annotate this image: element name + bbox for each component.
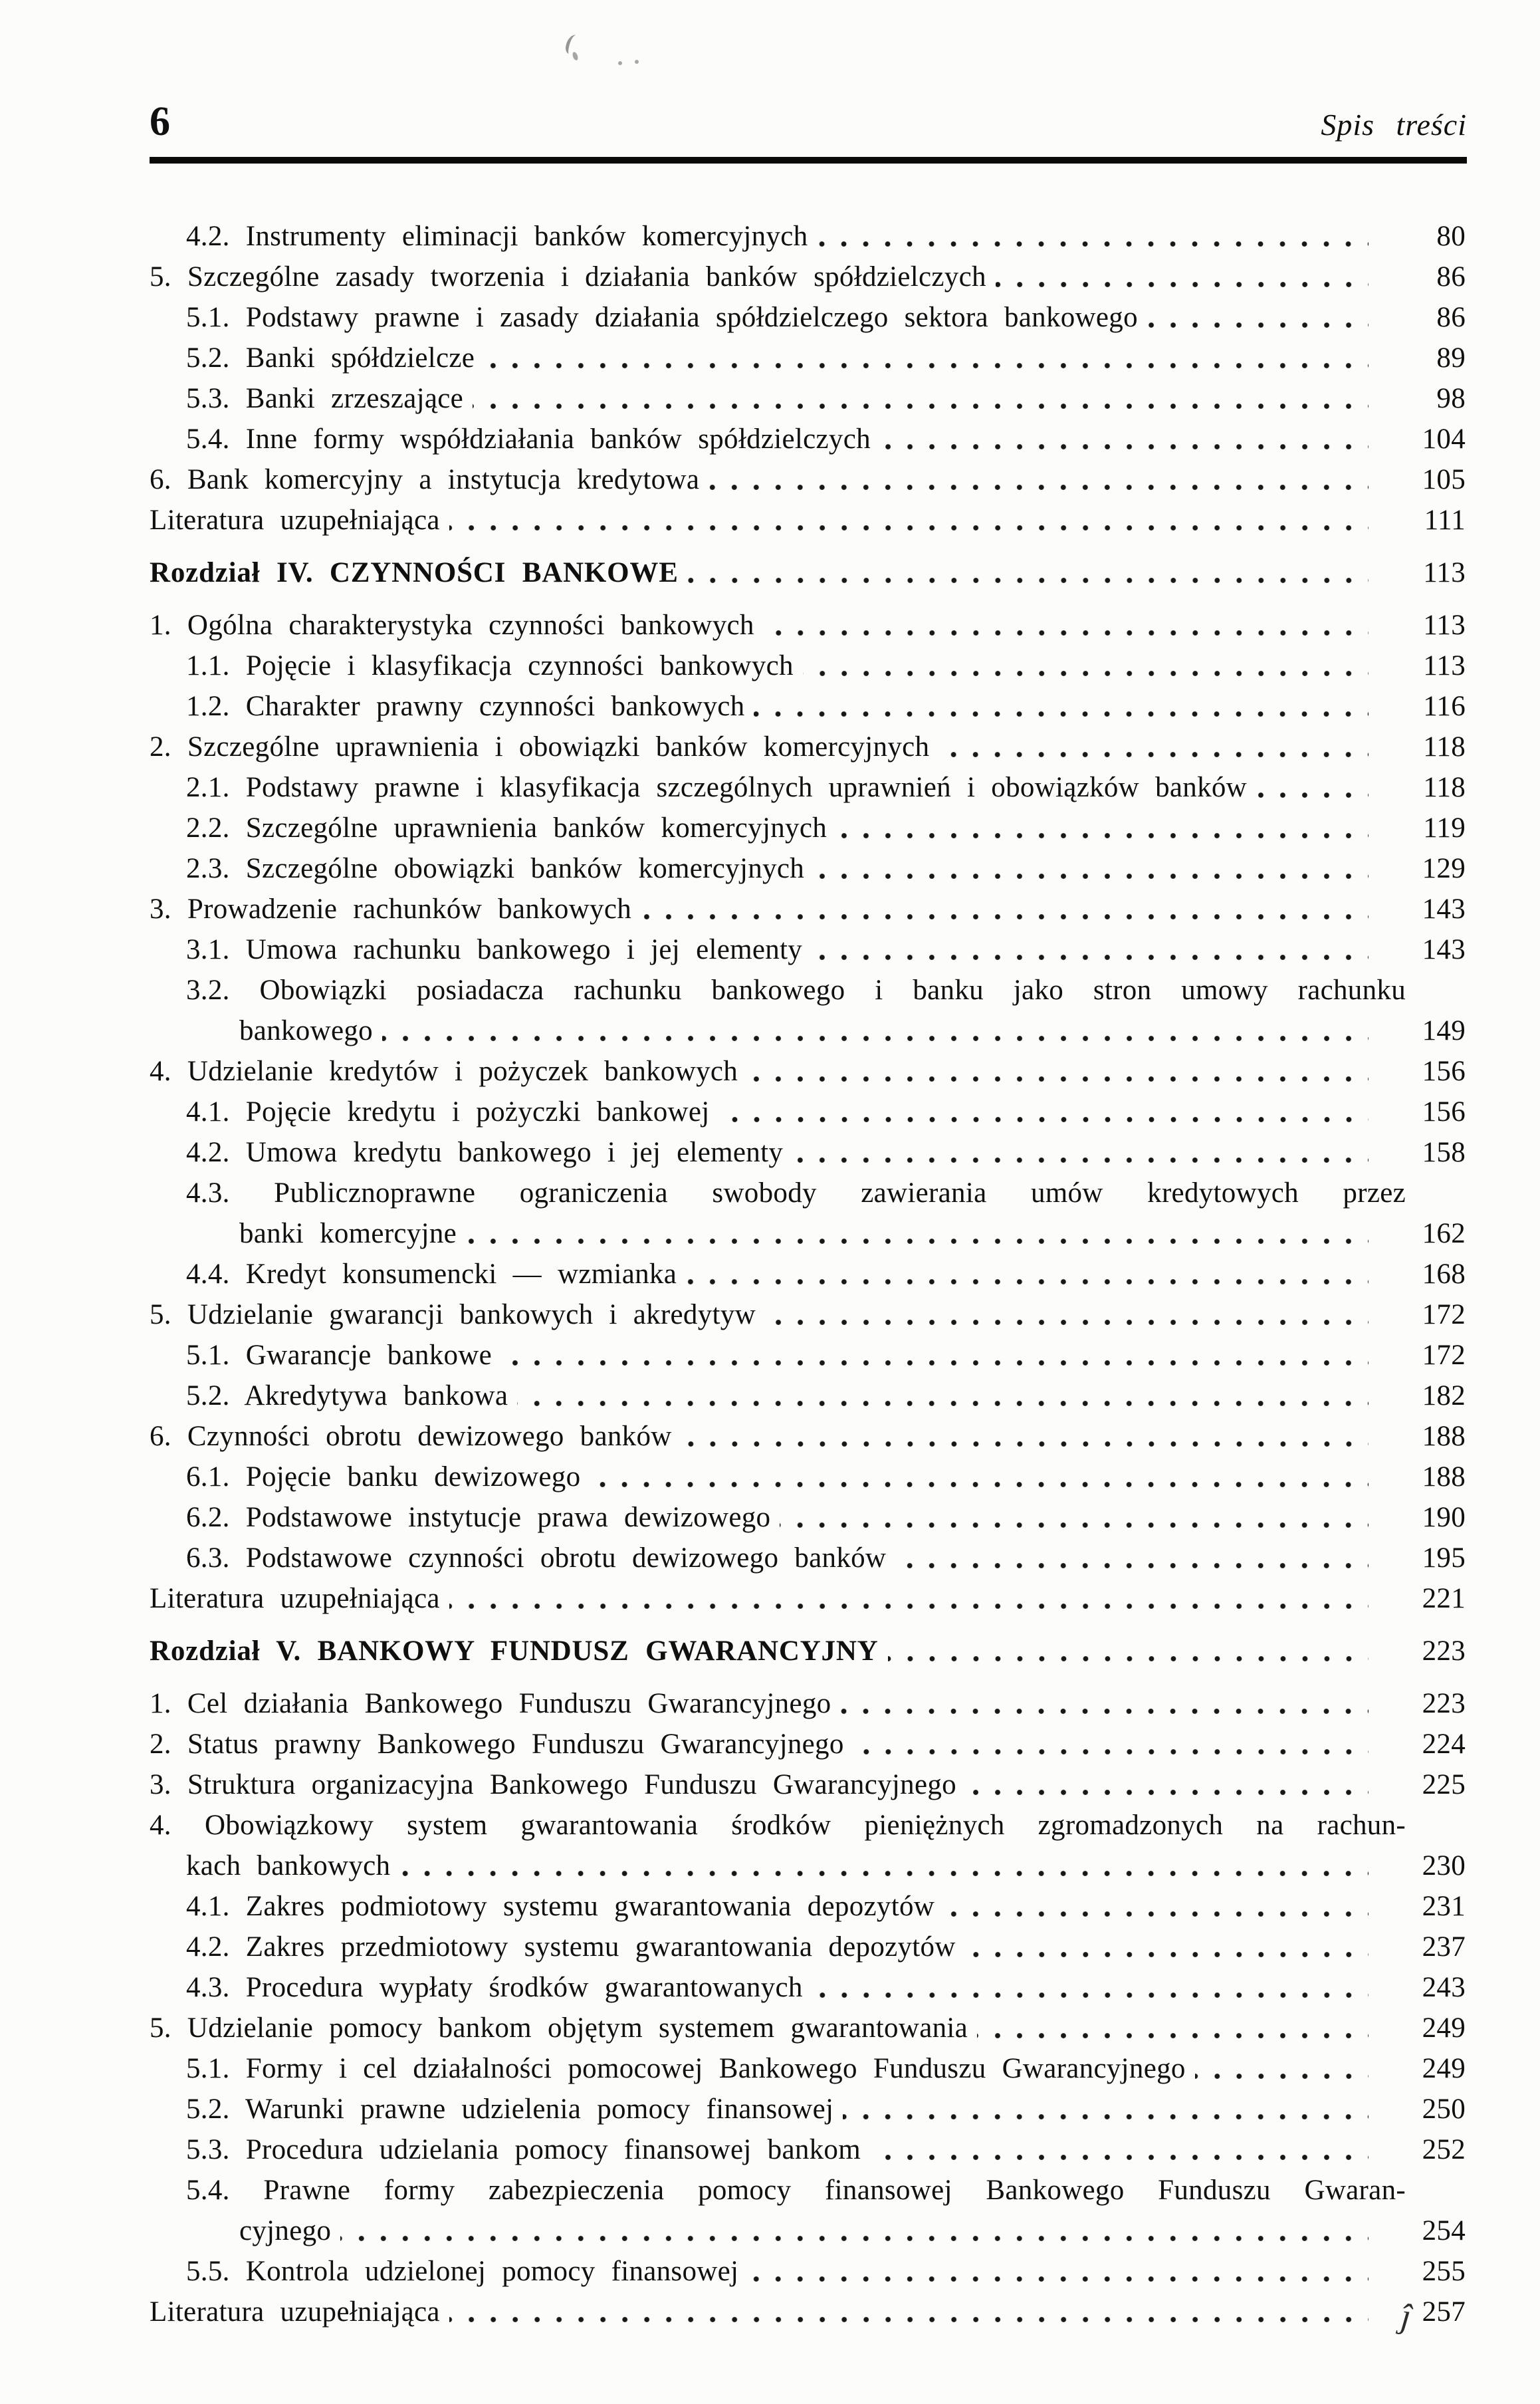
header-rule bbox=[150, 157, 1467, 164]
dot-leader bbox=[836, 830, 1369, 841]
toc-entry bbox=[150, 2292, 1466, 2332]
toc-entry-continuation bbox=[150, 2211, 1466, 2251]
dot-leader bbox=[853, 1746, 1369, 1757]
scan-artifact bbox=[635, 60, 639, 64]
toc-entry bbox=[150, 459, 1466, 500]
toc-entry-page: 188 bbox=[1422, 1461, 1466, 1493]
toc-entry bbox=[150, 1335, 1466, 1376]
toc-entry-text: 2.1. Podstawy prawne i klasyfikacja szczególnych uprawnień i obowiązków banków bbox=[186, 772, 1248, 803]
toc-entry bbox=[150, 1497, 1466, 1538]
toc-entry-page: 225 bbox=[1422, 1769, 1466, 1800]
dot-leader bbox=[449, 2314, 1369, 2325]
dot-leader bbox=[817, 239, 1369, 249]
toc-entry bbox=[150, 2048, 1466, 2089]
dot-leader bbox=[764, 628, 1369, 638]
toc-entry-page: 98 bbox=[1436, 383, 1466, 414]
toc-entry-text: banki komercyjne bbox=[239, 1218, 457, 1249]
toc-entry bbox=[150, 257, 1466, 297]
toc-entry bbox=[150, 1578, 1466, 1619]
toc-entry bbox=[150, 1376, 1466, 1416]
toc-entry-text: 5.2. Warunki prawne udzielenia pomocy finansowej bbox=[186, 2094, 834, 2125]
toc-entry-page: 86 bbox=[1436, 261, 1466, 293]
dot-leader bbox=[709, 482, 1369, 493]
toc-entry-page: 182 bbox=[1422, 1380, 1466, 1411]
toc-entry-text: 4.1. Zakres podmiotowy systemu gwarantowania depozytów bbox=[186, 1891, 935, 1922]
toc-entry-continuation bbox=[150, 1011, 1466, 1051]
toc-entry-page: 113 bbox=[1423, 610, 1466, 641]
toc-entry bbox=[150, 1051, 1466, 1092]
toc-entry-page: 113 bbox=[1423, 650, 1466, 681]
toc-entry bbox=[150, 1173, 1466, 1213]
toc-entry bbox=[150, 500, 1466, 541]
toc-entry-page: 250 bbox=[1422, 2094, 1466, 2125]
toc-entry bbox=[150, 1927, 1466, 1967]
toc-entry bbox=[150, 1092, 1466, 1132]
toc-entry-page: 156 bbox=[1422, 1096, 1466, 1128]
dot-leader bbox=[944, 1909, 1369, 1919]
toc-entry bbox=[150, 378, 1466, 419]
dot-leader bbox=[803, 668, 1369, 679]
toc-entry-text: 2.2. Szczególne uprawnienia banków komercyjnych bbox=[186, 812, 827, 844]
dot-leader bbox=[688, 575, 1369, 586]
toc-entry bbox=[150, 2089, 1466, 2129]
toc-entry-text: 6. Czynności obrotu dewizowego banków bbox=[150, 1421, 672, 1452]
scan-artifact bbox=[618, 61, 622, 65]
toc-entry-text: 4.2. Zakres przedmiotowy systemu gwarantowania depozytów bbox=[186, 1931, 956, 1963]
toc-entry-text: 1.2. Charakter prawny czynności bankowych bbox=[186, 691, 745, 722]
toc-entry-text: 4.4. Kredyt konsumencki — wzmianka bbox=[186, 1259, 677, 1290]
toc-entry bbox=[150, 2129, 1466, 2170]
toc-entry-text: 6. Bank komercyjny a instytucja kredytowa bbox=[150, 464, 700, 495]
toc-entry-text: 5. Udzielanie pomocy bankom objętym systemem gwarantowania bbox=[150, 2012, 968, 2044]
toc-entry-text: 5. Szczególne zasady tworzenia i działania banków spółdzielczych bbox=[150, 261, 986, 293]
toc-list bbox=[150, 216, 1466, 2332]
toc-entry bbox=[150, 419, 1466, 459]
toc-entry bbox=[150, 1457, 1466, 1497]
ink-mark: ĵ bbox=[1398, 2297, 1412, 2336]
toc-entry-text: Rozdział IV. CZYNNOŚCI BANKOWE bbox=[150, 557, 679, 588]
toc-entry-page: 190 bbox=[1422, 1502, 1466, 1533]
toc-entry-page: 143 bbox=[1422, 894, 1466, 925]
toc-entry bbox=[150, 1886, 1466, 1927]
toc-entry-page: 195 bbox=[1422, 1542, 1466, 1574]
dot-leader bbox=[966, 1787, 1369, 1798]
toc-entry-text: 6.2. Podstawowe instytucje prawa dewizowego bbox=[186, 1502, 771, 1533]
toc-entry-text: 4. Udzielanie kredytów i pożyczek bankowych bbox=[150, 1056, 738, 1087]
dot-leader bbox=[870, 2152, 1369, 2163]
page-number: 6 bbox=[150, 99, 170, 144]
toc-entry-page: 129 bbox=[1422, 853, 1466, 884]
toc-entry bbox=[150, 2251, 1466, 2292]
toc-entry-text: 3.2. Obowiązki posiadacza rachunku bankowego i banku jako stron umowy rachunku bbox=[186, 975, 1406, 1006]
toc-entry-text: 4.3. Publicznoprawne ograniczenia swobody zawierania umów kredytowych przez bbox=[186, 1177, 1406, 1209]
toc-entry bbox=[150, 1724, 1466, 1764]
dot-leader bbox=[747, 1074, 1369, 1084]
toc-entry bbox=[150, 848, 1466, 889]
toc-entry bbox=[150, 929, 1466, 970]
dot-leader bbox=[340, 2233, 1369, 2244]
toc-entry-text: 6.1. Pojęcie banku dewizowego bbox=[186, 1461, 581, 1493]
toc-entry-page: 89 bbox=[1436, 342, 1466, 374]
toc-entry bbox=[150, 1254, 1466, 1294]
toc-entry-text: 4. Obowiązkowy system gwarantowania środków pieniężnych zgromadzonych na rachun- bbox=[150, 1810, 1406, 1841]
toc-entry-text: 1. Ogólna charakterystyka czynności bankowych bbox=[150, 610, 754, 641]
toc-entry-page: 113 bbox=[1423, 557, 1466, 588]
dot-leader bbox=[840, 1706, 1369, 1717]
toc-entry-text: 2. Szczególne uprawnienia i obowiązki banków komercyjnych bbox=[150, 731, 930, 763]
toc-entry-page: 255 bbox=[1422, 2256, 1466, 2287]
dot-leader bbox=[641, 911, 1369, 922]
toc-entry-continuation bbox=[150, 1846, 1466, 1886]
toc-entry-text: 5.1. Gwarancje bankowe bbox=[186, 1340, 493, 1371]
toc-entry-page: 254 bbox=[1422, 2215, 1466, 2246]
dot-leader bbox=[888, 1653, 1369, 1664]
toc-entry-text: 5.2. Banki spółdzielcze bbox=[186, 342, 475, 374]
toc-chapter-entry bbox=[150, 552, 1466, 593]
running-title: Spis treści bbox=[1321, 108, 1467, 142]
toc-entry-text: bankowego bbox=[239, 1015, 373, 1046]
toc-entry-page: 143 bbox=[1422, 934, 1466, 965]
toc-entry-page: 158 bbox=[1422, 1137, 1466, 1168]
dot-leader bbox=[977, 2030, 1369, 2041]
dot-leader bbox=[484, 360, 1369, 371]
toc-entry-page: 249 bbox=[1422, 2012, 1466, 2044]
toc-entry-text: Literatura uzupełniająca bbox=[150, 1583, 440, 1614]
dot-leader bbox=[780, 1520, 1369, 1530]
dot-leader bbox=[681, 1439, 1369, 1449]
toc-entry-text: 5.2. Akredytywa bankowa bbox=[186, 1380, 508, 1411]
toc-entry-text: 1.1. Pojęcie i klasyfikacja czynności bankowych bbox=[186, 650, 794, 681]
toc-entry-text: cyjnego bbox=[239, 2215, 332, 2246]
dot-leader bbox=[517, 1398, 1369, 1409]
toc-entry-text: 4.3. Procedura wypłaty środków gwarantowanych bbox=[186, 1972, 803, 2003]
toc-entry-page: 257 bbox=[1422, 2296, 1466, 2328]
page-header bbox=[150, 98, 1467, 164]
toc-entry bbox=[150, 1805, 1466, 1846]
toc-entry-page: 249 bbox=[1422, 2053, 1466, 2084]
toc-entry bbox=[150, 1967, 1466, 2008]
toc-entry-page: 168 bbox=[1422, 1259, 1466, 1290]
dot-leader bbox=[812, 1990, 1369, 2000]
toc-entry-page: 188 bbox=[1422, 1421, 1466, 1452]
toc-entry-page: 237 bbox=[1422, 1931, 1466, 1963]
toc-entry-page: 111 bbox=[1424, 505, 1466, 536]
toc-entry bbox=[150, 1132, 1466, 1173]
scan-artifact bbox=[564, 33, 582, 56]
toc-entry-text: Literatura uzupełniająca bbox=[150, 2296, 440, 2328]
dot-leader bbox=[765, 1317, 1369, 1328]
toc-entry bbox=[150, 1764, 1466, 1805]
dot-leader bbox=[473, 401, 1369, 412]
toc-entry-text: 3. Prowadzenie rachunków bankowych bbox=[150, 894, 632, 925]
toc-entry bbox=[150, 767, 1466, 808]
dot-leader bbox=[814, 871, 1369, 882]
toc-entry-page: 104 bbox=[1422, 423, 1466, 455]
toc-entry-page: 156 bbox=[1422, 1056, 1466, 1087]
toc-entry-page: 221 bbox=[1422, 1583, 1466, 1614]
toc-entry-page: 162 bbox=[1422, 1218, 1466, 1249]
toc-entry-text: 5.3. Procedura udzielania pomocy finansowej bankom bbox=[186, 2134, 861, 2165]
toc-entry-page: 172 bbox=[1422, 1299, 1466, 1330]
toc-entry-page: 80 bbox=[1436, 221, 1466, 252]
dot-leader bbox=[895, 1560, 1369, 1571]
dot-leader bbox=[938, 749, 1369, 760]
dot-leader bbox=[754, 709, 1369, 719]
toc-entry-page: 149 bbox=[1422, 1015, 1466, 1046]
toc-entry-page: 118 bbox=[1423, 772, 1466, 803]
toc-entry-text: 2. Status prawny Bankowego Funduszu Gwarancyjnego bbox=[150, 1729, 844, 1760]
toc-entry-continuation bbox=[150, 1213, 1466, 1254]
toc-entry-text: 5.5. Kontrola udzielonej pomocy finansowej bbox=[186, 2256, 739, 2287]
toc-entry bbox=[150, 1294, 1466, 1335]
toc-entry-page: 86 bbox=[1436, 302, 1466, 333]
toc-entry bbox=[150, 889, 1466, 929]
dot-leader bbox=[812, 952, 1369, 963]
dot-leader bbox=[965, 1949, 1369, 1960]
toc-entry-page: 231 bbox=[1422, 1891, 1466, 1922]
toc-entry-page: 118 bbox=[1423, 731, 1466, 763]
toc-entry-text: kach bankowych bbox=[186, 1850, 391, 1881]
dot-leader bbox=[719, 1114, 1369, 1125]
toc-entry-page: 243 bbox=[1422, 1972, 1466, 2003]
toc-entry-text: Literatura uzupełniająca bbox=[150, 505, 440, 536]
toc-entry bbox=[150, 1683, 1466, 1724]
toc-entry-text: 3. Struktura organizacyjna Bankowego Funduszu Gwarancyjnego bbox=[150, 1769, 956, 1800]
toc-entry-page: 252 bbox=[1422, 2134, 1466, 2165]
dot-leader bbox=[880, 441, 1369, 452]
toc-entry bbox=[150, 686, 1466, 727]
dot-leader bbox=[1147, 320, 1369, 330]
toc-entry-text: 5.4. Prawne formy zabezpieczenia pomocy finansowej Bankowego Funduszu Gwaran- bbox=[186, 2175, 1406, 2206]
toc-entry-text: 5.4. Inne formy współdziałania banków spółdzielczych bbox=[186, 423, 871, 455]
toc-entry bbox=[150, 2170, 1466, 2211]
toc-entry-text: 2.3. Szczególne obowiązki banków komercyjnych bbox=[186, 853, 805, 884]
toc-entry-page: 230 bbox=[1422, 1850, 1466, 1881]
dot-leader bbox=[399, 1868, 1369, 1879]
toc-entry bbox=[150, 646, 1466, 686]
toc-entry bbox=[150, 605, 1466, 646]
toc-entry-page: 172 bbox=[1422, 1340, 1466, 1371]
toc-entry bbox=[150, 1538, 1466, 1578]
toc-entry-page: 119 bbox=[1423, 812, 1466, 844]
toc-entry bbox=[150, 297, 1466, 338]
toc-entry-text: 4.2. Umowa kredytu bankowego i jej elementy bbox=[186, 1137, 784, 1168]
toc-entry-page: 116 bbox=[1423, 691, 1466, 722]
toc-chapter-entry bbox=[150, 1631, 1466, 1671]
toc-entry bbox=[150, 216, 1466, 257]
toc-entry-text: 3.1. Umowa rachunku bankowego i jej elementy bbox=[186, 934, 803, 965]
dot-leader bbox=[382, 1033, 1369, 1044]
toc-entry bbox=[150, 2008, 1466, 2048]
dot-leader bbox=[843, 2111, 1369, 2122]
toc-entry-text: 4.1. Pojęcie kredytu i pożyczki bankowej bbox=[186, 1096, 710, 1128]
dot-leader bbox=[996, 279, 1369, 290]
toc-entry-text: 6.3. Podstawowe czynności obrotu dewizowego banków bbox=[186, 1542, 887, 1574]
dot-leader bbox=[501, 1358, 1369, 1368]
dot-leader bbox=[686, 1276, 1369, 1287]
dot-leader bbox=[748, 2274, 1369, 2284]
toc-entry bbox=[150, 338, 1466, 378]
dot-leader bbox=[449, 523, 1369, 533]
toc-entry-text: 5.3. Banki zrzeszające bbox=[186, 383, 463, 414]
toc-entry-page: 105 bbox=[1422, 464, 1466, 495]
toc-entry bbox=[150, 1416, 1466, 1457]
toc-entry-page: 224 bbox=[1422, 1729, 1466, 1760]
dot-leader bbox=[449, 1601, 1369, 1612]
dot-leader bbox=[1195, 2071, 1369, 2082]
toc-entry-text: 1. Cel działania Bankowego Funduszu Gwarancyjnego bbox=[150, 1688, 831, 1719]
dot-leader bbox=[792, 1155, 1369, 1165]
toc-entry-text: 5.1. Podstawy prawne i zasady działania spółdzielczego sektora bankowego bbox=[186, 302, 1138, 333]
toc-entry-text: 5.1. Formy i cel działalności pomocowej Bankowego Funduszu Gwarancyjnego bbox=[186, 2053, 1186, 2084]
toc-entry-text: Rozdział V. BANKOWY FUNDUSZ GWARANCYJNY bbox=[150, 1635, 879, 1667]
dot-leader bbox=[1256, 790, 1369, 800]
toc-entry bbox=[150, 808, 1466, 848]
toc-entry-text: 4.2. Instrumenty eliminacji banków komercyjnych bbox=[186, 221, 808, 252]
dot-leader bbox=[590, 1479, 1369, 1490]
toc-entry-text: 5. Udzielanie gwarancji bankowych i akredytyw bbox=[150, 1299, 756, 1330]
toc-entry-page: 223 bbox=[1422, 1635, 1466, 1667]
toc-entry bbox=[150, 970, 1466, 1011]
toc-entry bbox=[150, 727, 1466, 767]
toc-entry-page: 223 bbox=[1422, 1688, 1466, 1719]
dot-leader bbox=[466, 1236, 1369, 1247]
